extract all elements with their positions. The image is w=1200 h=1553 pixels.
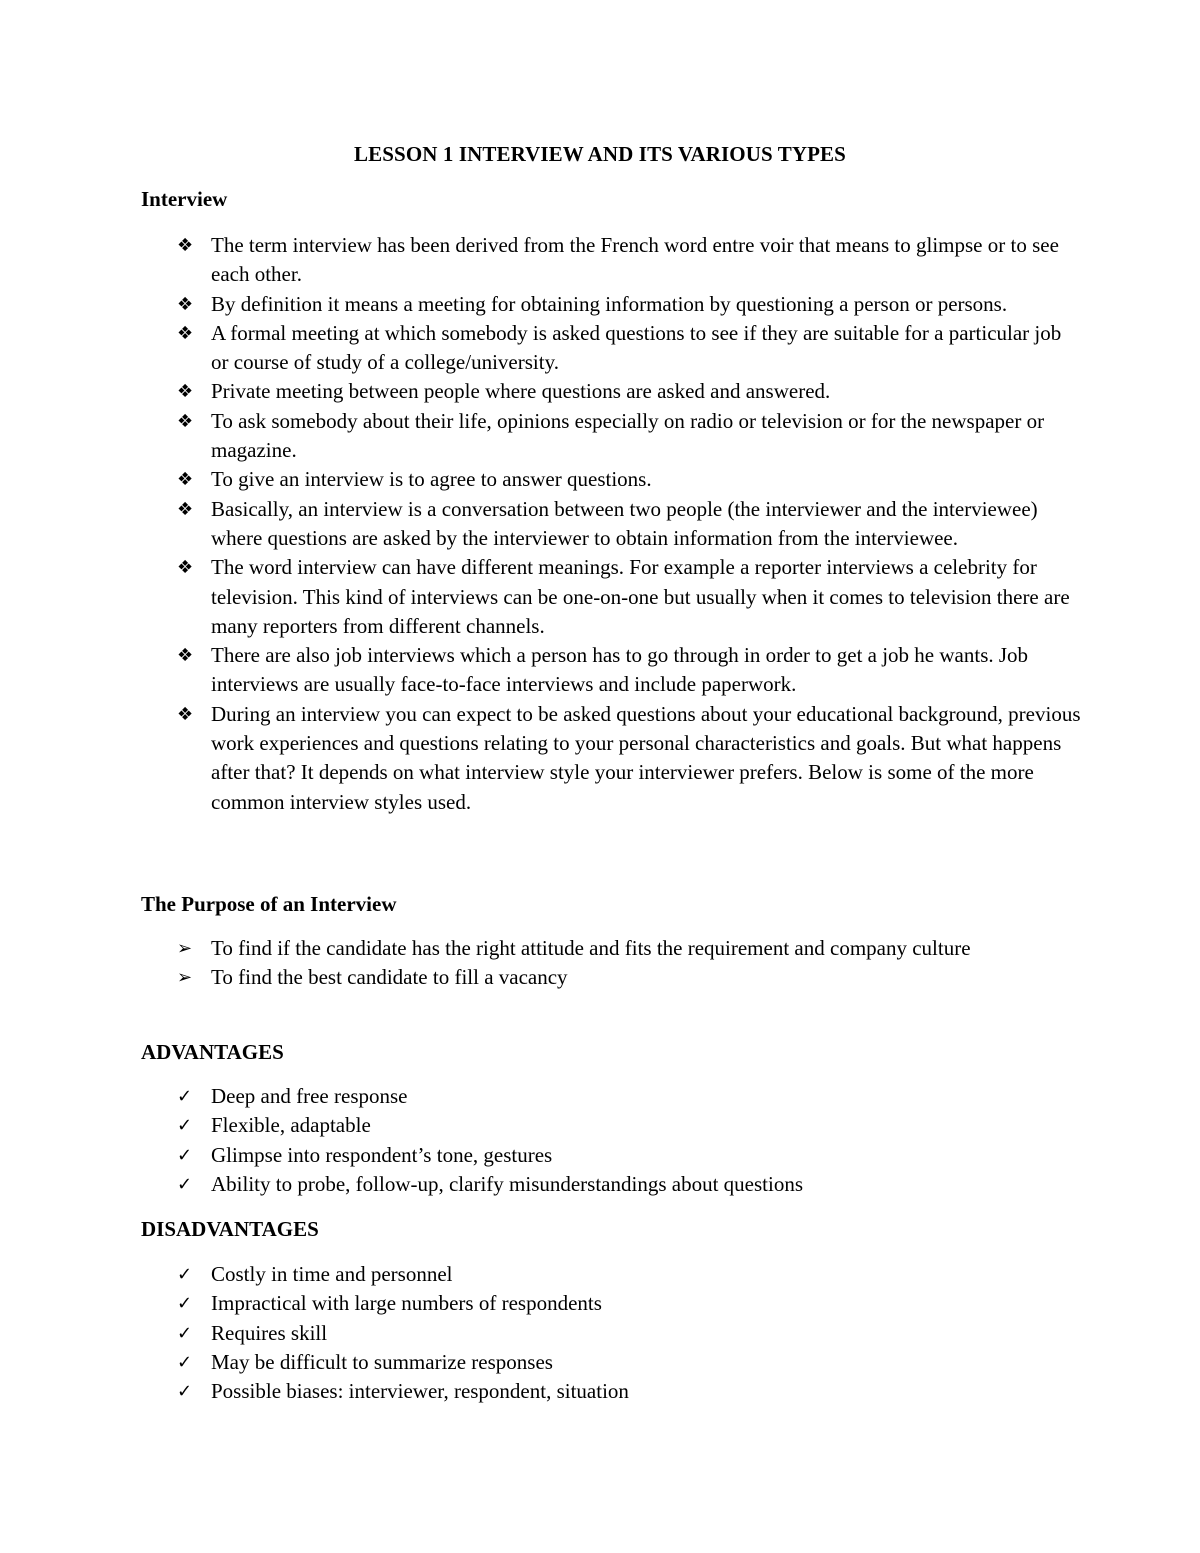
check-icon: ✓: [177, 1115, 193, 1137]
diamond-bullet-icon: ❖: [177, 293, 194, 315]
section-heading-advantages: ADVANTAGES: [141, 1040, 284, 1064]
arrow-bullet-icon: ➢: [177, 938, 193, 959]
check-icon: ✓: [177, 1322, 193, 1344]
diamond-bullet-icon: ❖: [177, 645, 194, 667]
list-item: ✓ May be difficult to summarize responses: [141, 1348, 1081, 1377]
section-heading-disadvantages: DISADVANTAGES: [141, 1217, 319, 1241]
diamond-bullet-icon: ❖: [177, 498, 194, 520]
list-item: ❖ By definition it means a meeting for obtaining information by questioning a person or persons.: [141, 290, 1081, 319]
check-icon: ✓: [177, 1351, 193, 1373]
diamond-bullet-icon: ❖: [177, 410, 194, 432]
diamond-bullet-icon: ❖: [177, 557, 194, 579]
disadvantages-check-list: [141, 1260, 1081, 1406]
check-icon: ✓: [177, 1381, 193, 1403]
diamond-bullet-icon: ❖: [177, 381, 194, 403]
diamond-bullet-icon: ❖: [177, 322, 194, 344]
list-item: ❖ During an interview you can expect to be asked questions about your educational background, previous work experiences and questions relating to your personal characteristics and goals. But what happens after that? It depends on what interview style your interviewer prefers. Below is some of the more common interview styles used.: [177, 701, 1081, 814]
list-item: ✓ Ability to probe, follow-up, clarify misunderstandings about questions: [141, 1170, 1081, 1199]
list-item: ✓ Costly in time and personnel: [141, 1260, 1081, 1289]
page-title: LESSON 1 INTERVIEW AND ITS VARIOUS TYPES: [354, 142, 846, 166]
arrow-bullet-icon: ➢: [177, 967, 193, 989]
list-item: ✓ Deep and free response: [141, 1082, 1081, 1111]
diamond-bullet-icon: ❖: [177, 703, 194, 725]
section-heading-purpose: The Purpose of an Interview: [141, 892, 397, 916]
purpose-bullet-list: [141, 934, 1081, 993]
list-item: ✓ Glimpse into respondent’s tone, gestures: [141, 1141, 1081, 1170]
diamond-bullet-icon: ❖: [177, 235, 194, 256]
list-item: ❖ To ask somebody about their life, opinions especially on radio or television or for the newspaper or magazine.: [177, 408, 1045, 463]
check-icon: ✓: [177, 1173, 193, 1195]
list-item: ❖ A formal meeting at which somebody is asked questions to see if they are suitable for a particular job or course of study of a college/university.: [177, 320, 1062, 375]
list-item: ❖ To give an interview is to agree to answer questions.: [141, 465, 1081, 494]
list-item: ✓ Flexible, adaptable: [141, 1111, 1081, 1140]
list-item: ❖ Basically, an interview is a conversation between two people (the interviewer and the interviewee) where questions are asked by the interviewer to obtain information from the interviewee.: [177, 496, 1038, 550]
check-icon: ✓: [177, 1264, 193, 1285]
interview-bullet-list: [141, 231, 1081, 817]
list-item: ✓ Impractical with large numbers of respondents: [141, 1289, 1081, 1318]
list-item: ✓ Requires skill: [141, 1319, 1081, 1348]
check-icon: ✓: [177, 1293, 193, 1315]
section-heading-interview: Interview: [141, 187, 228, 211]
list-item: ❖ The word interview can have different meanings. For example a reporter interviews a celebrity for television. This kind of interviews can be one-on-one but usually when it comes to television there are many reporters from different channels.: [177, 555, 1070, 638]
list-item: ➢ To find if the candidate has the right attitude and fits the requirement and company culture: [141, 934, 1081, 963]
list-item: ❖ The term interview has been derived from the French word entre voir that means to glimpse or to see each other.: [177, 233, 1059, 287]
advantages-check-list: [141, 1082, 1081, 1199]
diamond-bullet-icon: ❖: [177, 469, 194, 491]
check-icon: ✓: [177, 1086, 193, 1107]
check-icon: ✓: [177, 1144, 193, 1166]
list-item: ✓ Possible biases: interviewer, respondent, situation: [141, 1377, 1081, 1406]
list-item: ➢ To find the best candidate to fill a vacancy: [141, 963, 1081, 992]
list-item: ❖ There are also job interviews which a person has to go through in order to get a job he wants. Job interviews are usually face-to-face interviews and include paperwork.: [177, 643, 1029, 697]
list-item: ❖ Private meeting between people where questions are asked and answered.: [141, 377, 1081, 406]
